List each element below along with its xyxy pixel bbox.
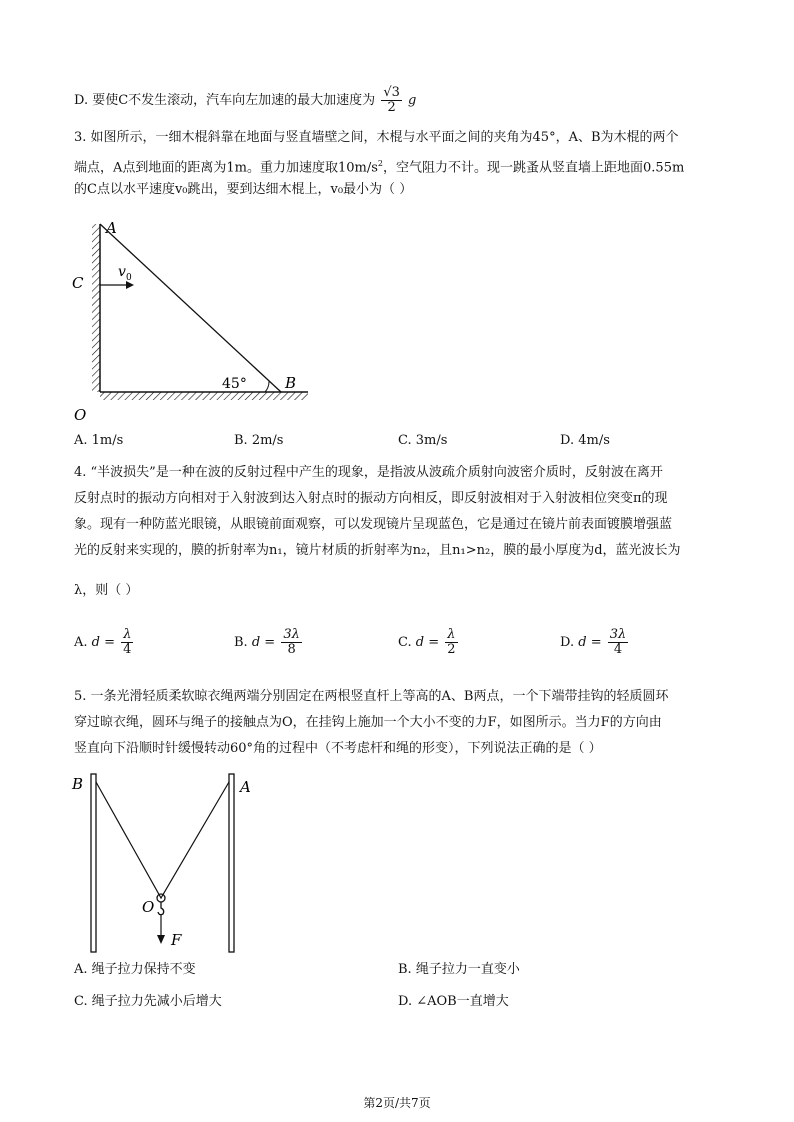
q4-line1: 4. “半波损失”是一种在波的反射过程中产生的现象，是指波从波疏介质射向波密介质时，反射波在离开 bbox=[74, 465, 663, 480]
option-label: C. bbox=[398, 635, 412, 650]
q4-option-a bbox=[74, 628, 135, 657]
fraction-numerator: λ bbox=[121, 628, 133, 643]
q5-option-d: D. ∠AOB一直增大 bbox=[398, 994, 509, 1009]
fraction bbox=[281, 628, 302, 657]
option-lhs: d = bbox=[415, 635, 440, 650]
q4-line5: λ，则（ ） bbox=[74, 583, 139, 598]
fraction-denominator: 4 bbox=[123, 642, 132, 657]
option-label: A. bbox=[74, 635, 88, 650]
page-footer: 第2页/共7页 bbox=[363, 1096, 431, 1110]
q3-line1: 3. 如图所示，一细木棍斜靠在地面与竖直墙壁之间，木棍与水平面之间的夹角为45°，A、B为木棍的两个 bbox=[74, 130, 679, 145]
q3-line2-b: ，空气阻力不计。现一跳蚤从竖直墙上距地面0.55m bbox=[383, 160, 685, 176]
q3-line2 bbox=[74, 155, 684, 177]
angle-arc bbox=[265, 381, 269, 392]
option-lhs: d = bbox=[578, 635, 602, 650]
fraction-numerator: 3λ bbox=[609, 627, 627, 642]
q3-option-a: A. 1m/s bbox=[74, 433, 124, 448]
pole-left bbox=[91, 774, 96, 952]
q3-figure bbox=[68, 216, 318, 424]
q4-line2: 反射点时的振动方向相对于入射波到达入射点时的振动方向相反，即反射波相对于入射波相位突变π的现 bbox=[74, 491, 668, 506]
q3-option-d: D. 4m/s bbox=[560, 433, 610, 448]
label-v: v bbox=[118, 264, 126, 280]
label-A: A bbox=[240, 778, 251, 796]
q4-line3: 象。现有一种防蓝光眼镜，从眼镜前面观察，可以发现镜片呈现蓝色，它是通过在镜片前表面镀膜增强蓝 bbox=[74, 517, 673, 532]
label-O: O bbox=[74, 406, 87, 424]
q3-line3: 的C点以水平速度v₀跳出，要到达细木棍上，v₀最小为（ ） bbox=[74, 182, 413, 197]
hook bbox=[158, 902, 164, 915]
fraction bbox=[608, 628, 629, 657]
q4-option-c bbox=[398, 628, 460, 657]
q4-option-b bbox=[234, 628, 304, 657]
fraction bbox=[445, 628, 457, 657]
q3-line2-a: 端点，A点到地面的距离为1m。重力加速度取10m/s bbox=[74, 160, 378, 176]
label-A: A bbox=[106, 219, 117, 237]
fraction-numerator: √3 bbox=[383, 85, 400, 100]
option-label: D. bbox=[560, 635, 575, 650]
force-arrow-head bbox=[157, 935, 165, 944]
q4-line4: 光的反射来实现的，膜的折射率为n₁，镜片材质的折射率为n₂，且n₁>n₂，膜的最小厚度为d，蓝光波长为 bbox=[74, 543, 681, 558]
pole-right bbox=[229, 774, 234, 952]
option-lhs: d = bbox=[91, 635, 116, 650]
fraction-denominator: 2 bbox=[387, 100, 396, 115]
option-label: D. bbox=[74, 93, 89, 108]
label-v-sub: 0 bbox=[126, 273, 132, 283]
label-F: F bbox=[171, 931, 182, 949]
q5-figure bbox=[68, 768, 268, 958]
option-text: 要使C不发生滚动，汽车向左加速的最大加速度为 bbox=[92, 93, 376, 108]
rope bbox=[96, 782, 229, 898]
fraction-denominator: 8 bbox=[287, 642, 296, 657]
option-label: B. bbox=[234, 635, 248, 650]
fraction-numerator: 3λ bbox=[283, 627, 300, 642]
label-B: B bbox=[72, 775, 84, 793]
fraction-numerator: λ bbox=[445, 628, 457, 643]
label-B: B bbox=[285, 374, 297, 392]
option-prev-d bbox=[74, 86, 416, 115]
q3-line2-sup: 2 bbox=[377, 159, 384, 168]
fraction-denominator: 4 bbox=[613, 642, 623, 657]
label-C: C bbox=[72, 274, 84, 292]
q5-line3: 竖直向下沿顺时针缓慢转动60°角的过程中（不考虑杆和绳的形变），下列说法正确的是（ ） bbox=[74, 741, 602, 756]
q5-line2: 穿过晾衣绳，圆环与绳子的接触点为O，在挂钩上施加一个大小不变的力F，如图所示。当力F的方向由 bbox=[74, 715, 662, 730]
g-symbol: g bbox=[408, 93, 417, 108]
label-O: O bbox=[142, 898, 155, 916]
q5-line1: 5. 一条光滑轻质柔软晾衣绳两端分别固定在两根竖直杆上等高的A、B两点，一个下端带挂钩的轻质圆环 bbox=[74, 689, 669, 704]
q5-option-c: C. 绳子拉力先减小后增大 bbox=[74, 994, 222, 1009]
q5-option-a: A. 绳子拉力保持不变 bbox=[74, 962, 196, 977]
q3-option-b: B. 2m/s bbox=[234, 433, 284, 448]
fraction-denominator: 2 bbox=[447, 642, 456, 657]
stick bbox=[100, 224, 281, 392]
fraction bbox=[121, 628, 133, 657]
q3-option-c: C. 3m/s bbox=[398, 433, 448, 448]
label-angle: 45° bbox=[222, 376, 247, 392]
wall-hatch bbox=[92, 224, 100, 392]
fraction bbox=[381, 86, 402, 115]
ground-hatch bbox=[100, 392, 308, 400]
option-lhs: d = bbox=[251, 635, 276, 650]
q4-option-d bbox=[560, 628, 630, 657]
q5-option-b: B. 绳子拉力一直变小 bbox=[398, 962, 520, 977]
